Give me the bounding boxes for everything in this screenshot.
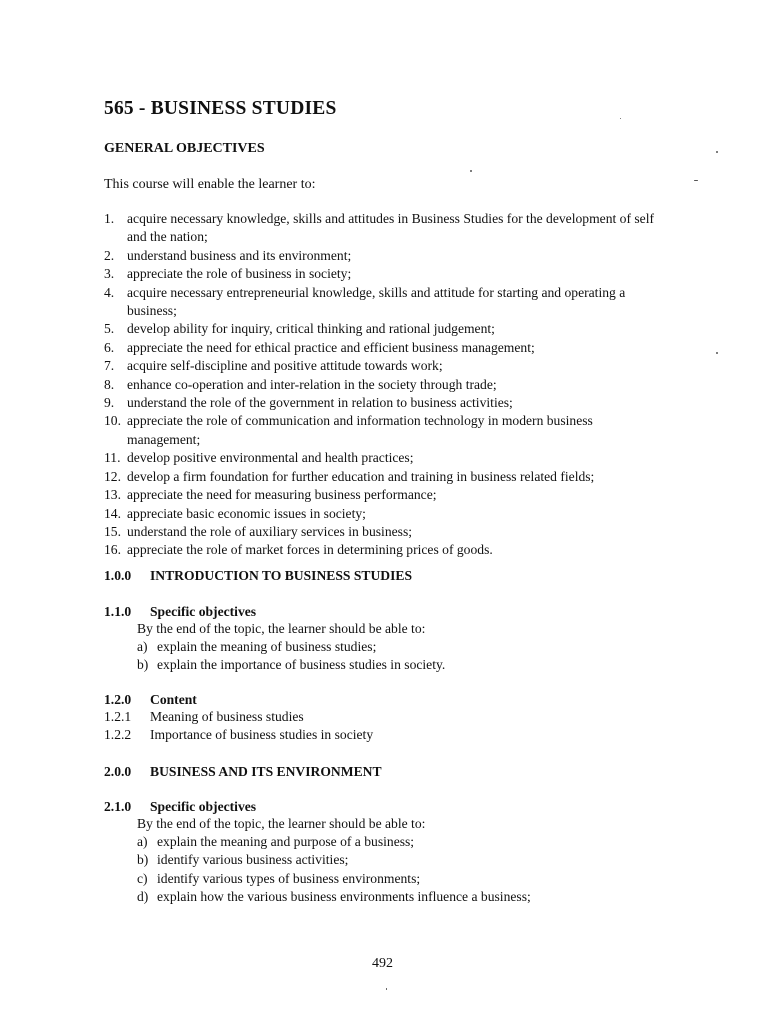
item-number: 13. — [104, 487, 121, 503]
section-intro-content — [104, 692, 664, 744]
list-item — [137, 888, 664, 906]
item-number: 2. — [104, 247, 115, 263]
item-marker: a) — [137, 834, 148, 850]
list-item — [104, 210, 664, 247]
objectives-list — [137, 638, 664, 674]
item-marker: b) — [137, 852, 149, 868]
item-number: 8. — [104, 376, 115, 392]
list-item — [104, 284, 664, 321]
page-title: 565 - BUSINESS STUDIES — [104, 98, 337, 119]
item-text: acquire necessary entrepreneurial knowledge, skills and attitude for starting and operating a business; — [127, 284, 626, 319]
list-item — [104, 394, 664, 412]
scan-speck — [386, 988, 387, 990]
scan-speck — [716, 352, 718, 354]
list-item — [137, 638, 664, 656]
item-text: understand the role of auxiliary services in business; — [127, 523, 413, 539]
item-number: 15. — [104, 523, 121, 539]
content-code: 1.2.1 — [104, 709, 132, 724]
item-text: appreciate the role of communication and information technology in modern business management; — [127, 413, 593, 447]
content-code: 1.2.2 — [104, 727, 132, 743]
list-item — [137, 870, 664, 888]
scan-speck — [620, 118, 621, 119]
item-text: appreciate basic economic issues in society; — [127, 505, 366, 521]
item-text: appreciate the role of market forces in determining prices of goods. — [127, 542, 493, 558]
item-text: develop positive environmental and health practices; — [127, 450, 414, 466]
item-number: 7. — [104, 358, 115, 374]
list-item — [137, 656, 664, 674]
item-number: 4. — [104, 284, 115, 300]
general-objectives-list — [104, 210, 664, 560]
objectives-lead: By the end of the topic, the learner should be able to: — [137, 621, 426, 636]
content-text: Meaning of business studies — [150, 709, 304, 724]
section-environment-objectives — [104, 799, 664, 906]
general-objectives-heading: GENERAL OBJECTIVES — [104, 141, 265, 156]
list-item — [137, 851, 664, 869]
item-number: 9. — [104, 395, 115, 411]
content-text: Importance of business studies in society — [150, 727, 374, 743]
objectives-lead: By the end of the topic, the learner should be able to: — [137, 816, 426, 831]
general-objectives-intro: This course will enable the learner to: — [104, 177, 316, 192]
item-text: enhance co-operation and inter-relation in the society through trade; — [127, 376, 497, 392]
subsection-code: 1.1.0 — [104, 604, 132, 619]
subsection-code: 2.1.0 — [104, 799, 132, 814]
item-text: acquire self-discipline and positive attitude towards work; — [127, 358, 443, 374]
section-code: 2.0.0 — [104, 764, 132, 779]
item-text: explain the meaning of business studies; — [157, 639, 377, 655]
list-item — [104, 523, 664, 541]
list-item — [104, 339, 664, 357]
item-number: 11. — [104, 450, 121, 466]
item-text: understand the role of the government in relation to business activities; — [127, 395, 513, 411]
item-marker: d) — [137, 888, 149, 904]
list-item — [104, 468, 664, 486]
list-item — [104, 320, 664, 338]
list-item — [104, 376, 664, 394]
section-title: INTRODUCTION TO BUSINESS STUDIES — [150, 568, 413, 583]
content-item — [104, 708, 664, 726]
scan-speck — [716, 151, 718, 153]
subsection-title: Specific objectives — [150, 799, 257, 814]
page-number: 492 — [372, 956, 393, 971]
item-text: understand business and its environment; — [127, 247, 352, 263]
item-text: develop ability for inquiry, critical thinking and rational judgement; — [127, 321, 495, 337]
item-text: develop a firm foundation for further education and training in business related fields; — [127, 468, 595, 484]
subsection-title: Content — [150, 692, 197, 707]
list-item — [104, 357, 664, 375]
item-number: 3. — [104, 266, 115, 282]
item-number: 14. — [104, 505, 121, 521]
item-number: 12. — [104, 468, 121, 484]
item-number: 5. — [104, 321, 115, 337]
item-marker: b) — [137, 657, 149, 673]
item-text: appreciate the need for ethical practice and efficient business management; — [127, 339, 535, 355]
item-text: acquire necessary knowledge, skills and attitudes in Business Studies for the development of self and the nation; — [127, 211, 655, 245]
item-number: 16. — [104, 542, 121, 558]
section-title: BUSINESS AND ITS ENVIRONMENT — [150, 764, 382, 779]
scan-speck — [470, 170, 472, 172]
item-marker: a) — [137, 639, 148, 655]
item-number: 1. — [104, 211, 115, 226]
item-text: identify various types of business environments; — [157, 870, 421, 886]
list-item — [104, 449, 664, 467]
list-item — [104, 247, 664, 265]
item-number: 10. — [104, 413, 121, 429]
content-item — [104, 726, 664, 744]
section-environment-heading — [104, 764, 664, 780]
section-code: 1.0.0 — [104, 568, 132, 583]
item-text: identify various business activities; — [157, 852, 349, 868]
list-item — [104, 541, 664, 559]
list-item — [104, 412, 664, 449]
section-intro-objectives — [104, 604, 664, 675]
item-text: appreciate the need for measuring business performance; — [127, 487, 437, 503]
list-item — [104, 486, 664, 504]
item-text: appreciate the role of business in society; — [127, 266, 352, 282]
list-item — [104, 265, 664, 283]
scan-speck — [694, 180, 698, 181]
item-marker: c) — [137, 870, 148, 886]
subsection-title: Specific objectives — [150, 604, 257, 619]
item-number: 6. — [104, 339, 115, 355]
list-item — [137, 833, 664, 851]
item-text: explain the meaning and purpose of a business; — [157, 834, 415, 850]
objectives-list — [137, 833, 664, 906]
item-text: explain how the various business environments influence a business; — [157, 888, 531, 904]
subsection-code: 1.2.0 — [104, 692, 132, 707]
item-text: explain the importance of business studies in society. — [157, 657, 446, 673]
list-item — [104, 505, 664, 523]
section-intro-heading — [104, 568, 664, 584]
